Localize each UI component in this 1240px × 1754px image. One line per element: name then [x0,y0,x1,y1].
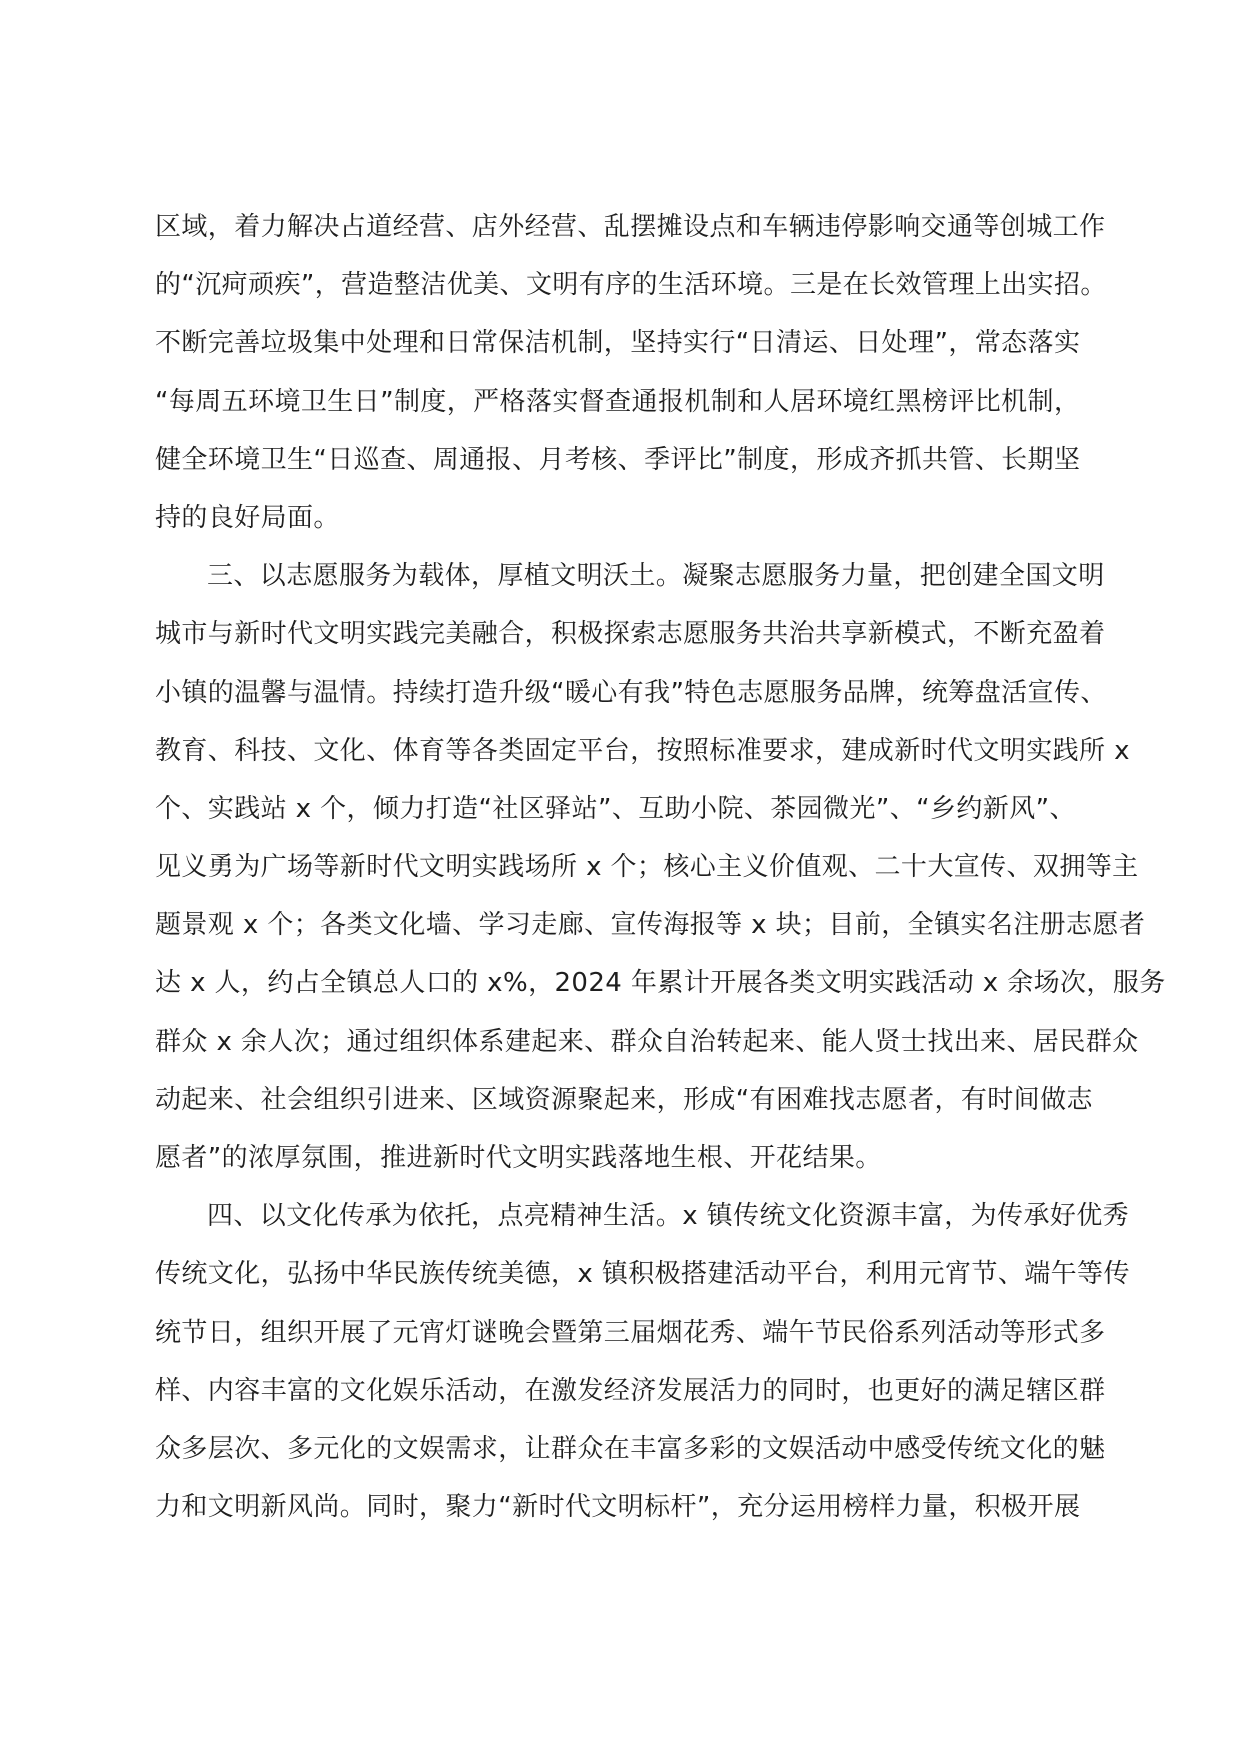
text-line: 众多层次、多元化的文娱需求，让群众在丰富多彩的文娱活动中感受传统文化的魅 [155,1433,1106,1464]
text-line: 小镇的温馨与温情。持续打造升级“暖心有我”特色志愿服务品牌，统筹盘活宣传、 [155,677,1107,708]
section-heading-line: 三、以志愿服务为载体，厚植文明沃土。凝聚志愿服务力量，把创建全国文明 [207,561,1105,592]
text-line: 见义勇为广场等新时代文明实践场所 x 个；核心主义价值观、二十大宣传、双拥等主 [155,852,1139,883]
text-line: 样、内容丰富的文化娱乐活动，在激发经济发展活力的同时，也更好的满足辖区群 [155,1375,1106,1406]
text-line: 统节日，组织开展了元宵灯谜晚会暨第三届烟花秀、端午节民俗系列活动等形式多 [155,1317,1106,1348]
text-line: 愿者”的浓厚氛围，推进新时代文明实践落地生根、开花结果。 [155,1143,882,1173]
text-line: 持的良好局面。 [155,502,340,533]
text-line: 的“沉疴顽疾”，营造整洁优美、文明有序的生活环境。三是在长效管理上出实招。 [155,270,1107,301]
document-body [155,198,1166,1536]
text-line: 教育、科技、文化、体育等各类固定平台，按照标准要求，建成新时代文明实践所 x [155,735,1130,766]
text-line: 健全环境卫生“日巡查、周通报、月考核、季评比”制度，形成齐抓共管、长期坚 [155,444,1081,475]
text-line: 题景观 x 个；各类文化墙、学习走廊、宣传海报等 x 块；目前，全镇实名注册志愿者 [155,910,1146,941]
text-line: 城市与新时代文明实践完美融合，积极探索志愿服务共治共享新模式，不断充盈着 [155,619,1106,650]
section-heading-line: 四、以文化传承为依托，点亮精神生活。x 镇传统文化资源丰富，为传承好优秀 [207,1201,1130,1232]
text-line: 力和文明新风尚。同时，聚力“新时代文明标杆”，充分运用榜样力量，积极开展 [155,1492,1081,1523]
text-line: 传统文化，弘扬中华民族传统美德，x 镇积极搭建活动平台，利用元宵节、端午等传 [155,1259,1130,1290]
text-line: “每周五环境卫生日”制度，严格落实督查通报机制和人居环境红黑榜评比机制， [155,386,1081,417]
text-line: 群众 x 余人次；通过组织体系建起来、群众自治转起来、能人贤士找出来、居民群众 [155,1026,1139,1057]
text-line: 个、实践站 x 个，倾力打造“社区驿站”、互助小院、茶园微光”、“乡约新风”、 [155,793,1076,824]
text-line: 达 x 人，约占全镇总人口的 x%，2024 年累计开展各类文明实践活动 x 余场次，服务 [155,968,1166,999]
text-line: 不断完善垃圾集中处理和日常保洁机制，坚持实行“日清运、日处理”，常态落实 [155,328,1081,359]
text-line: 区域，着力解决占道经营、店外经营、乱摆摊设点和车辆违停影响交通等创城工作 [155,212,1106,242]
text-line: 动起来、社会组织引进来、区域资源聚起来，形成“有困难找志愿者，有时间做志 [155,1084,1093,1115]
